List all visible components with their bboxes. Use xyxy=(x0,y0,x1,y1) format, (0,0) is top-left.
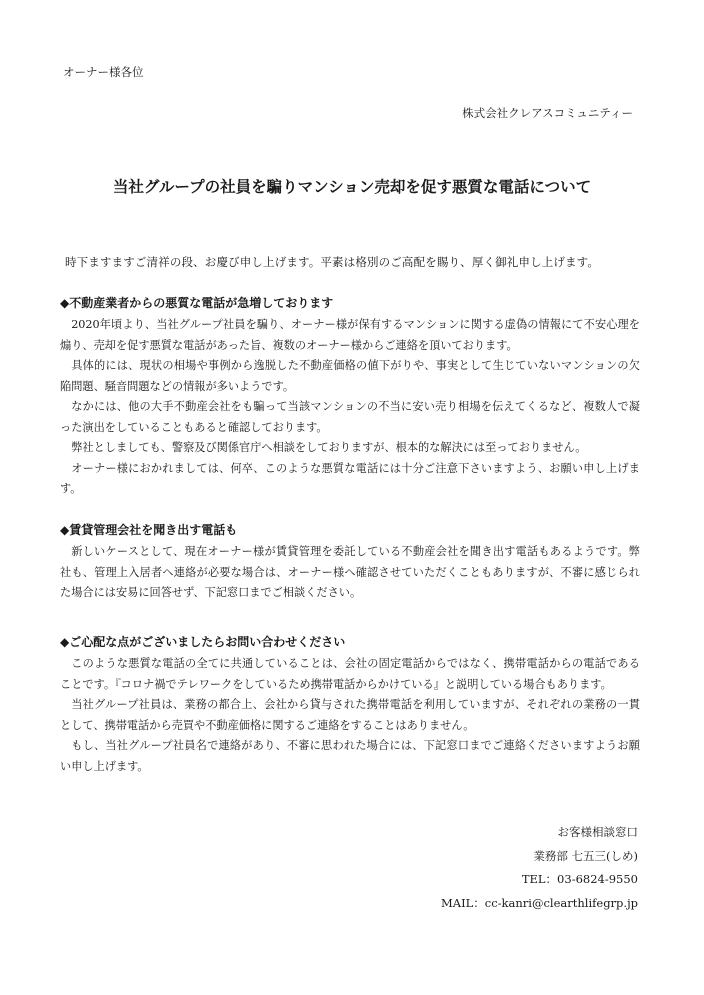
sender-company: 株式会社クレアスコミュニティー xyxy=(462,106,633,120)
section-sudden-increase xyxy=(60,293,640,500)
greeting: 時下ますますご清祥の段、お慶び申し上げます。平素は格別のご高配を賜り、厚く御礼申し上げます。 xyxy=(65,255,600,269)
contact-block xyxy=(441,821,638,915)
paragraph: 当社グループ社員は、業務の都合上、会社から貸与された携帯電話を利用していますが、それぞれの業務の一貫として、携帯電話から売買や不動産価格に関するご連絡をすることはありません。 xyxy=(60,698,640,732)
paragraph: 新しいケースとして、現在オーナー様が賃貸管理を委託している不動産会社を聞き出す電話もあるようです。弊社も、管理上入居者へ連絡が必要な場合は、オーナー様へ確認させていただくこともありますが、不審に感じられた場合には安易に回答せず、下記窓口までご相談ください。 xyxy=(60,545,640,599)
section-heading: ◆ご心配な点がございましたらお問い合わせください xyxy=(60,635,346,649)
section-heading: ◆賃貸管理会社を聞き出す電話も xyxy=(60,523,238,537)
document-title: 当社グループの社員を騙りマンション売却を促す悪質な電話について xyxy=(112,178,592,196)
paragraph: 具体的には、現状の相場や事例から逸脱した不動産価格の値下がりや、事実として生じていないマンションの欠陥問題、騒音問題などの情報が多いようです。 xyxy=(60,359,640,393)
contact-email: MAIL：cc-kanri@clearthlifegrp.jp xyxy=(441,895,638,910)
paragraph: 2020年頃より、当社グループ社員を騙り、オーナー様が保有するマンションに関する虚偽の情報にて不安心理を煽り、売却を促す悪質な電話があった旨、複数のオーナー様からご連絡を頂いております。 xyxy=(60,318,640,352)
section-management-company-calls xyxy=(60,520,640,604)
paragraph: オーナー様におかれましては、何卒、このような悪質な電話には十分ご注意下さいますよう、お願い申し上げます。 xyxy=(60,461,640,495)
paragraph: 弊社としましても、警察及び関係官庁へ相談をしておりますが、根本的な解決には至っておりません。 xyxy=(71,441,587,454)
contact-desk: お客様相談窓口 xyxy=(557,825,638,839)
paragraph: もし、当社グループ社員名で連絡があり、不審に思われた場合には、下記窓口までご連絡くださいますようお願い申し上げます。 xyxy=(60,739,640,773)
section-inquiries xyxy=(60,632,640,777)
paragraph: なかには、他の大手不動産会社をも騙って当該マンションの不当に安い売り相場を伝えてくるなど、複数人で凝った演出をしていることもあると確認しております。 xyxy=(60,400,640,434)
addressee: オーナー様各位 xyxy=(63,65,144,79)
contact-department: 業務部 七五三(しめ) xyxy=(533,848,638,863)
contact-phone: TEL：03-6824-9550 xyxy=(521,872,638,886)
paragraph: このような悪質な電話の全てに共通していることは、会社の固定電話からではなく、携帯電話からの電話であることです。『コロナ禍でテレワークをしているため携帯電話からかけている』と説明している場合もあります。 xyxy=(60,657,640,691)
section-heading: ◆不動産業者からの悪質な電話が急増しております xyxy=(60,296,334,310)
